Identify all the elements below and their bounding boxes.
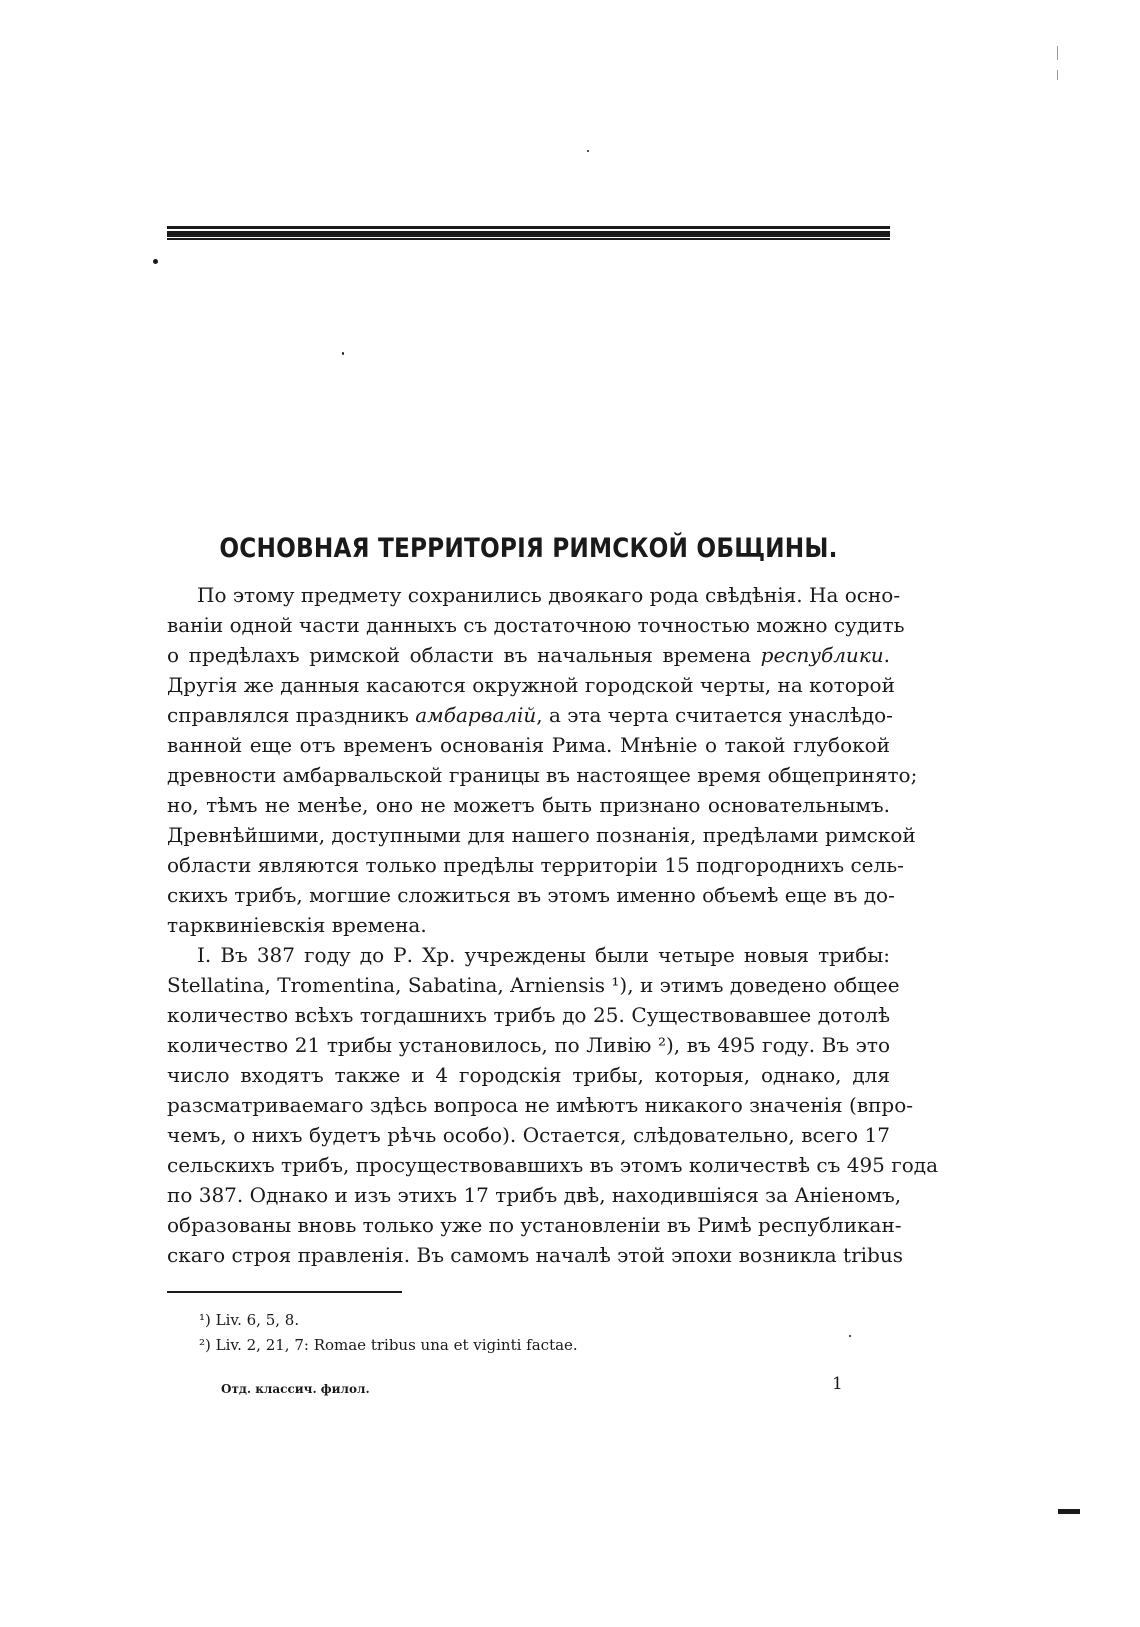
- speck-mark: [1057, 70, 1058, 80]
- speck-mark: [153, 259, 158, 264]
- edge-mark: [1058, 1509, 1080, 1514]
- paragraph-line: скихъ трибъ, могшие сложиться въ этомъ именно объемѣ еще въ до-: [167, 883, 895, 907]
- paragraph-line: количество 21 трибы установилось, по Ливію ²), въ 495 году. Въ это: [167, 1033, 890, 1057]
- paragraph-line: количество всѣхъ тогдашнихъ трибъ до 25. Существовавшее дотолѣ: [167, 1003, 890, 1027]
- footnote-rule: [167, 1291, 402, 1293]
- paragraph-line: древности амбарвальской границы въ настоящее время общепринято;: [167, 763, 918, 787]
- paragraph-line: разсматриваемаго здѣсь вопроса не имѣютъ никакого значенія (впро-: [167, 1093, 914, 1117]
- paragraph-line: но, тѣмъ не менѣе, оно не можетъ быть признано основательнымъ.: [167, 793, 890, 817]
- speck-mark: [342, 352, 344, 355]
- paragraph-line: Другія же данныя касаются окружной городской черты, на которой: [167, 673, 895, 697]
- paragraph-line: по 387. Однако и изъ этихъ 17 трибъ двѣ, находившіяся за Аніеномъ,: [167, 1183, 902, 1207]
- paragraph-line: скаго строя правленія. Въ самомъ началѣ этой эпохи возникла tribus: [167, 1243, 903, 1267]
- paragraph-line: чемъ, о нихъ будетъ рѣчь особо). Остается, слѣдовательно, всего 17: [167, 1123, 890, 1147]
- speck-mark: [849, 1335, 851, 1337]
- speck-mark: [1057, 46, 1058, 60]
- footnote: ²) Liv. 2, 21, 7: Romae tribus una et viginti factae.: [199, 1336, 578, 1354]
- printer-signature: Отд. классич. филол.: [221, 1382, 370, 1396]
- paragraph-line: области являются только предѣлы территоріи 15 подгороднихъ сель-: [167, 853, 904, 877]
- paragraph-line: тарквиніевскія времена.: [167, 913, 427, 937]
- page-title: ОСНОВНАЯ ТЕРРИТОРІЯ РИМСКОЙ ОБЩИНЫ.: [219, 533, 838, 564]
- paragraph-line: ванной еще отъ временъ основанія Рима. Мнѣніе о такой глубокой: [167, 733, 890, 757]
- footnote: ¹) Liv. 6, 5, 8.: [199, 1311, 300, 1329]
- paragraph-line: I. Въ 387 году до Р. Хр. учреждены были четыре новыя трибы:: [197, 943, 890, 967]
- paragraph-line: По этому предмету сохранились двоякаго рода свѣдѣнія. На осно-: [197, 583, 901, 607]
- paragraph-line: число входятъ также и 4 городскія трибы, которыя, однако, для: [167, 1063, 890, 1087]
- header-rule: [167, 226, 890, 240]
- paragraph-line: сельскихъ трибъ, просуществовавшихъ въ этомъ количествѣ съ 495 года: [167, 1153, 939, 1177]
- paragraph-line: справлялся праздникъ амбарвалій, а эта черта считается унаслѣдо-: [167, 703, 893, 727]
- paragraph-line: Stellatina, Tromentina, Sabatina, Arniensis ¹), и этимъ доведено общее: [167, 973, 900, 997]
- page-number: 1: [832, 1374, 843, 1394]
- speck-mark: [587, 150, 589, 152]
- paragraph-line: образованы вновь только уже по установленіи въ Римѣ республикан-: [167, 1213, 902, 1237]
- paragraph-line: о предѣлахъ римской области въ начальныя времена республики.: [167, 643, 890, 667]
- paragraph-line: ваніи одной части данныхъ съ достаточною точностью можно судить: [167, 613, 905, 637]
- paragraph-line: Древнѣйшими, доступными для нашего познанія, предѣлами римской: [167, 823, 916, 847]
